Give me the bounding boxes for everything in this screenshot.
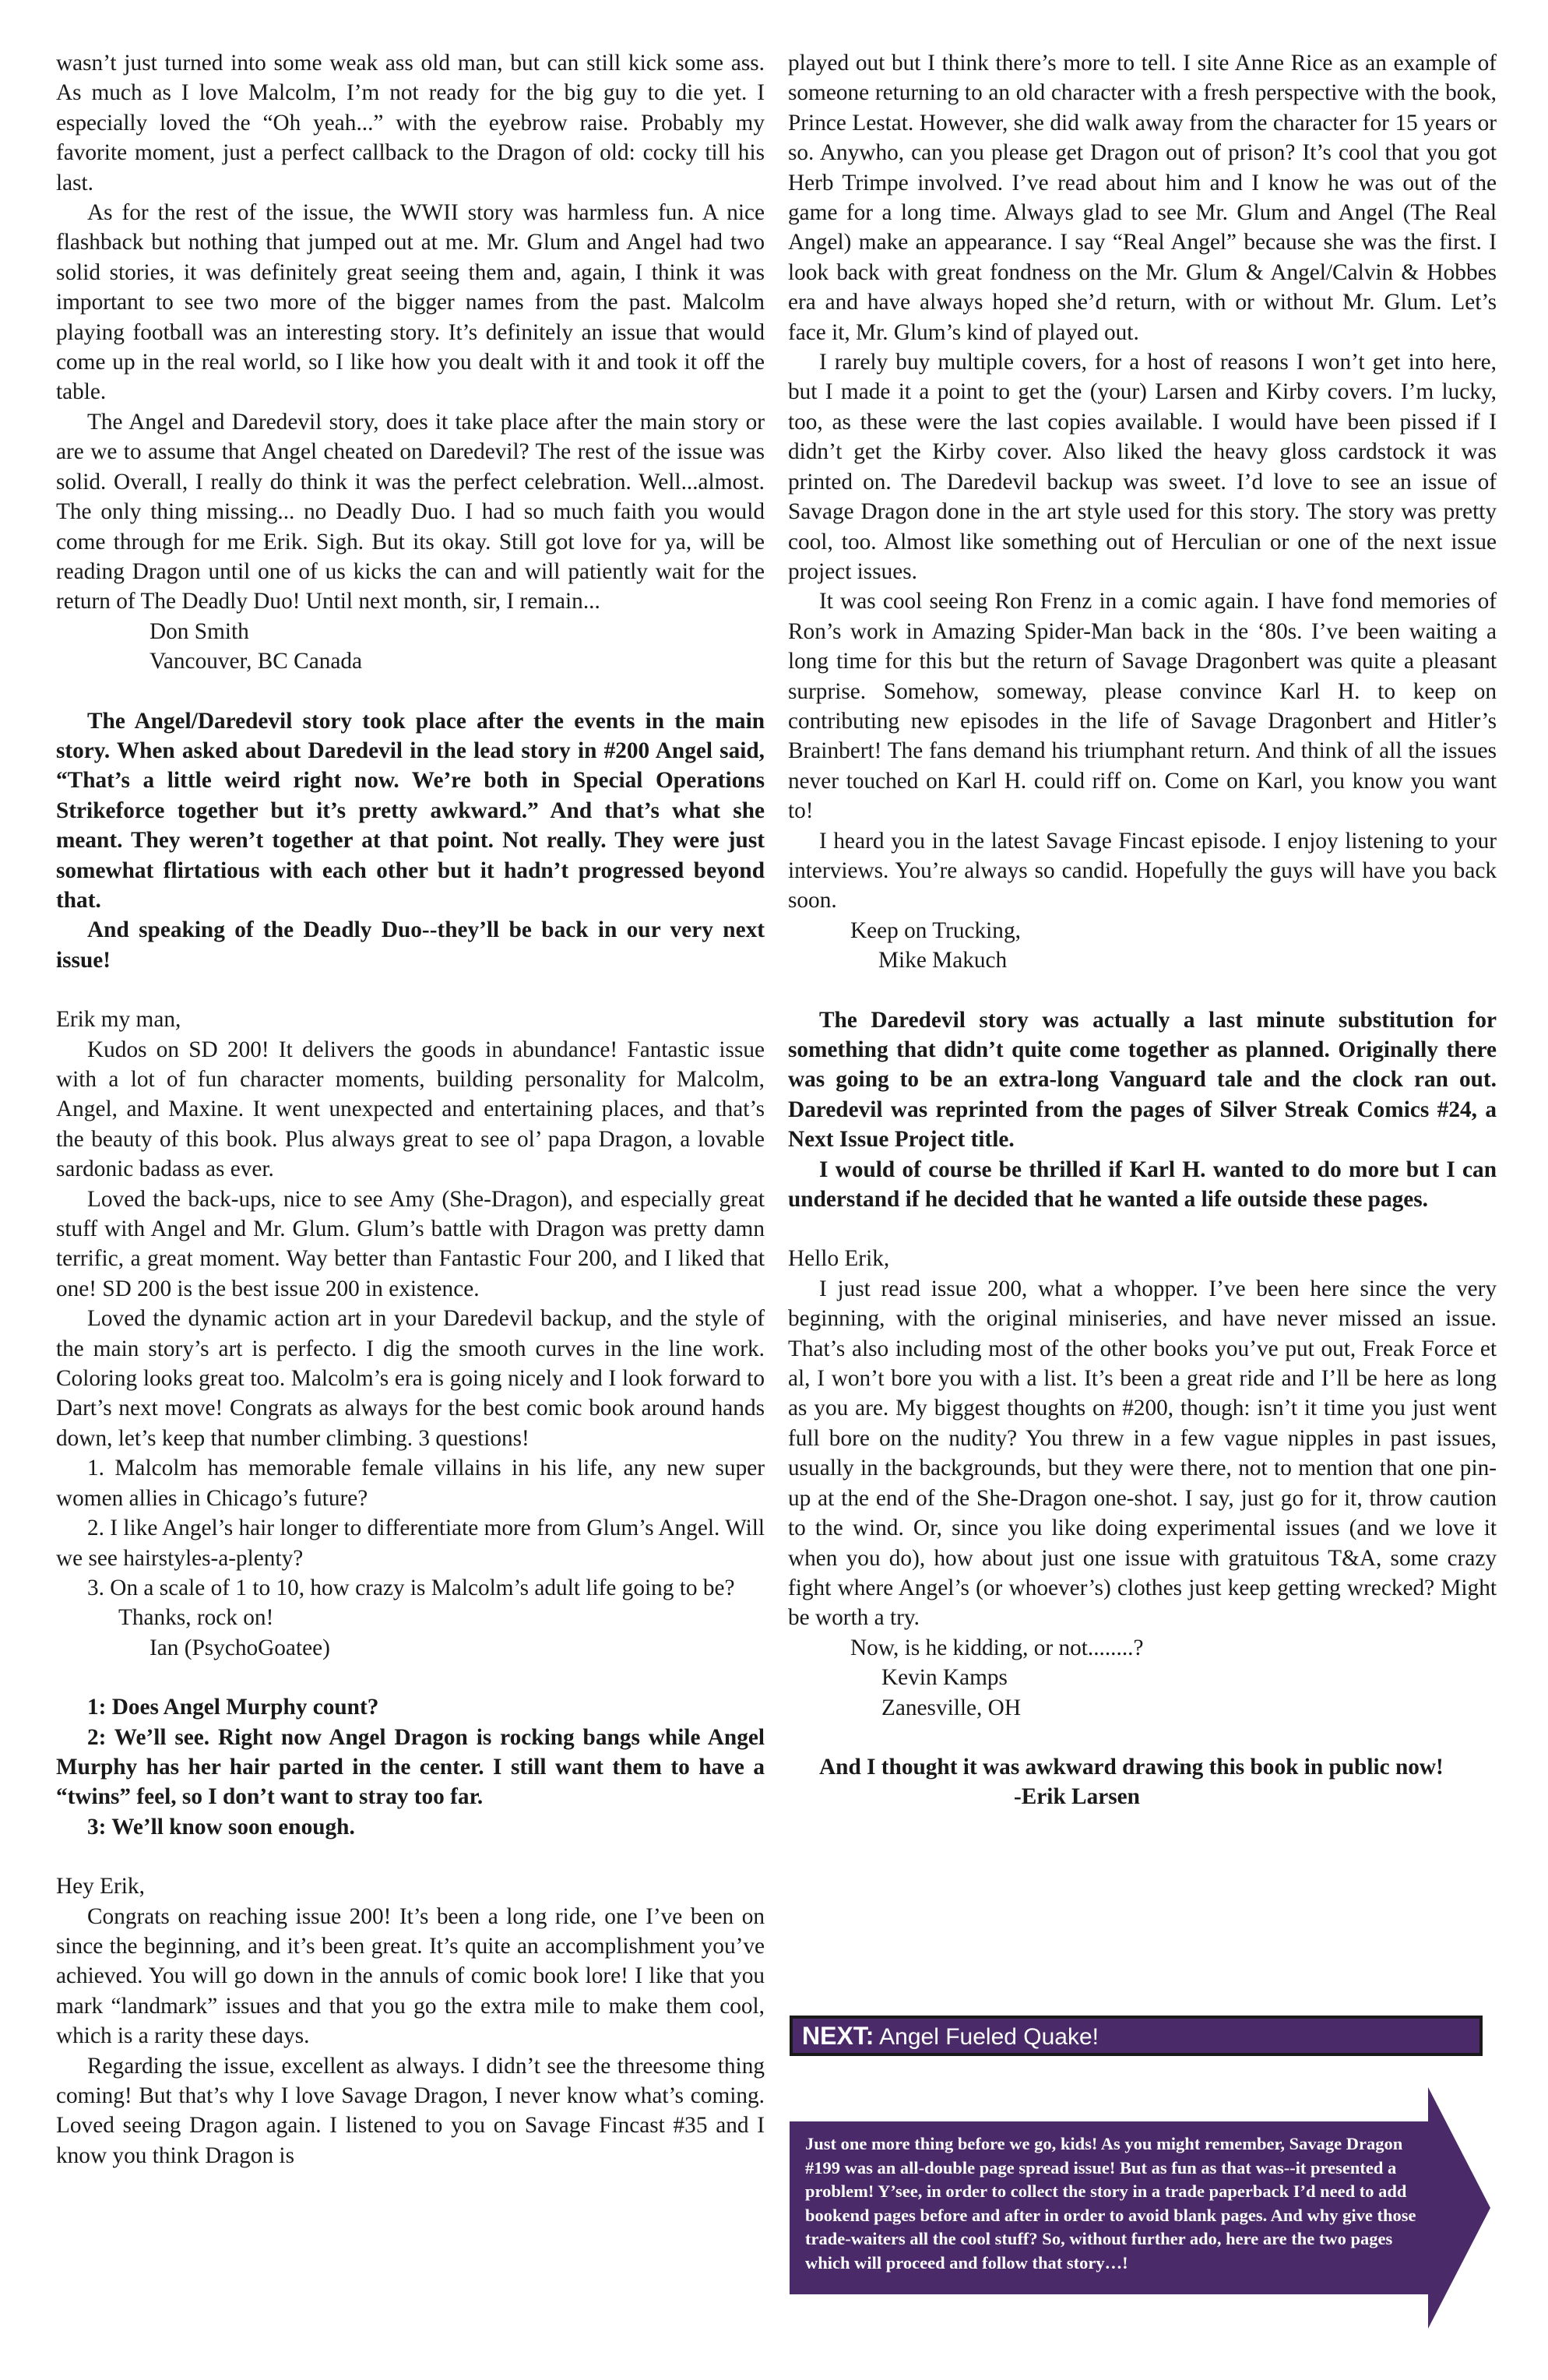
editor-signature: -Erik Larsen bbox=[1014, 1784, 1140, 1810]
letter-paragraph: Loved the back-ups, nice to see Amy (She-Dragon), and especially great stuff with Angel and Mr. Glum. Glum’s battle with Dragon was pretty damn terrific, a great moment. Way better than Fantastic Four 200, and I liked that one! SD 200 is the best issue 200 in existence. bbox=[56, 1186, 765, 1301]
letter-greeting: Erik my man, bbox=[56, 1007, 181, 1033]
letter-paragraph: Congrats on reaching issue 200! It’s been a long ride, one I’ve been on since the beginning, and it’s been great. It’s quite an accomplishment you’ve achieved. You will go down in the annuls of comic book lore! I like that you mark “landmark” issues and that you go the extra mile to make them cool, which is a rarity these days. bbox=[56, 1903, 765, 2049]
editor-reply-ian bbox=[56, 1692, 765, 1842]
letter-paragraph: I just read issue 200, what a whopper. I’ve been here since the very beginning, with the original miniseries, and have never missed an issue. That’s also including most of the other books you’ve put out, Freak Force et al, I won’t bore you with a list. It’s been a great ride and I’ll be here as long as you are. My biggest thoughts on #200, though: isn’t it time you just went full bore on the nudity? You threw in a few vague nipples in past issues, usually in the backgrounds, but they were there, not to mention that one pin-up at the end of the She-Dragon one-shot. I say, just go for it, throw caution to the wind. Or, since you like doing experimental issues (and we love it when you do), how about just one issue with gratuitous T&A, some crazy fight where Angel’s (or whoever’s) clothes just keep getting wrecked? Might be worth a try. bbox=[788, 1276, 1497, 1631]
reply-paragraph: The Angel/Daredevil story took place after the events in the main story. When asked about Daredevil in the lead story in #200 Angel said, “That’s a little weird right now. We’re both in Special Operations Strikeforce together but it’s pretty awkward.” And that’s what she meant. They weren’t together at that point. Not really. They were just somewhat flirtatious with each other but it hadn’t progressed beyond that. bbox=[56, 708, 765, 913]
next-issue-label: NEXT: bbox=[802, 2022, 874, 2050]
left-column bbox=[56, 48, 765, 2171]
letter-question: 3. On a scale of 1 to 10, how crazy is Malcolm’s adult life going to be? bbox=[87, 1575, 735, 1600]
letter-paragraph: As for the rest of the issue, the WWII story was harmless fun. A nice flashback but nothing that jumped out at me. Mr. Glum and Angel had two solid stories, it was definitely great seeing them and, again, I think it was important to see two more of the bigger names from the past. Malcolm playing football was an interesting story. It’s definitely an issue that would come up in the real world, so I like how you dealt with it and took it off the table. bbox=[56, 200, 765, 405]
letter-greeting: Hey Erik, bbox=[56, 1874, 145, 1899]
letter-paragraph: I heard you in the latest Savage Fincast episode. I enjoy listening to your interviews. You’re always so candid. Hopefully the guys will have you back soon. bbox=[788, 828, 1497, 914]
reply-paragraph: The Daredevil story was actually a last minute substitution for something that didn’t quite come together as planned. Originally there was going to be an extra-long Vanguard tale and the clock ran out. Daredevil was reprinted from the pages of Silver Streak Comics #24, a Next Issue Project title. bbox=[788, 1007, 1497, 1153]
letter-paragraph: Loved the dynamic action art in your Daredevil backup, and the style of the main story’s art is perfecto. I dig the smooth curves in the line work. Coloring looks great too. Malcolm’s era is going nicely and I look forward to Dart’s next move! Congrats as always for the best comic book around hands down, let’s keep that number climbing. 3 questions! bbox=[56, 1306, 765, 1451]
letter-signature-location: Zanesville, OH bbox=[881, 1695, 1021, 1720]
letter-question: 2. I like Angel’s hair longer to differentiate more from Glum’s Angel. Will we see hairstyles-a-plenty? bbox=[56, 1516, 765, 1571]
letter-kevin-kamps bbox=[788, 1244, 1497, 1723]
letter-paragraph: It was cool seeing Ron Frenz in a comic again. I have fond memories of Ron’s work in Amazing Spider-Man back in the ‘80s. I’ve been waiting a long time for this but the return of Savage Dragonbert was quite a pleasant surprise. Somehow, someway, please convince Karl H. to keep on contributing new episodes in the life of Savage Dragonbert and Hitler’s Brainbert! The fans demand his triumphant return. And think of all the issues never touched on Karl H. could riff on. Come on Karl, you know you want to! bbox=[788, 589, 1497, 824]
reply-answer: 1: Does Angel Murphy count? bbox=[87, 1695, 379, 1720]
reply-answer: 2: We’ll see. Right now Angel Dragon is rocking bangs while Angel Murphy has her hair parted in the center. I still want them to have a “twins” feel, so I don’t want to stray too far. bbox=[56, 1724, 765, 1810]
reply-answer: 3: We’ll know soon enough. bbox=[87, 1814, 355, 1840]
letter-signature-name: Ian (PsychoGoatee) bbox=[150, 1635, 330, 1660]
letter-greeting: Hello Erik, bbox=[788, 1246, 890, 1272]
right-column bbox=[788, 48, 1497, 1812]
editor-reply-kevin bbox=[788, 1752, 1497, 1812]
letter-signature-name: Kevin Kamps bbox=[881, 1665, 1008, 1691]
letter-mike-makuch bbox=[56, 1871, 765, 2171]
bookend-note-arrow bbox=[790, 2087, 1490, 2329]
letter-question: 1. Malcolm has memorable female villains in his life, any new super women allies in Chicago’s future? bbox=[56, 1456, 765, 1511]
letter-paragraph: Kudos on SD 200! It delivers the goods in abundance! Fantastic issue with a lot of fun character moments, building personality for Malcolm, Angel, and Maxine. It went unexpected and entertaining places, and that’s the beauty of this book. Plus always great to see ol’ papa Dragon, a lovable sardonic badass as ever. bbox=[56, 1037, 765, 1182]
letter-don-smith bbox=[56, 48, 765, 677]
next-issue-title: Angel Fueled Quake! bbox=[879, 2024, 1099, 2050]
next-issue-banner bbox=[790, 2016, 1483, 2056]
letter-signoff: Keep on Trucking, bbox=[850, 917, 1021, 943]
editor-reply-mike bbox=[788, 1005, 1497, 1215]
letter-signature-location: Vancouver, BC Canada bbox=[150, 649, 362, 674]
letter-mike-makuch-continued bbox=[788, 48, 1497, 976]
bookend-note-text: Just one more thing before we go, kids! As you might remember, Savage Dragon #199 was an all-double page spread issue! But as fun as that was--it presented a problem! Y’see, in order to collect the story in a trade paperback I’d need to add bookend pages before and after in order to avoid blank pages. And why give those trade-waiters all the cool stuff? So, without further ado, here are the two pages which will proceed and follow that story…! bbox=[805, 2134, 1416, 2273]
letter-signature-name: Don Smith bbox=[150, 618, 249, 644]
letter-paragraph: wasn’t just turned into some weak ass old man, but can still kick some ass. As much as I love Malcolm, I’m not ready for the big guy to die yet. I especially loved the “Oh yeah...” with the eyebrow raise. Probably my favorite moment, just a perfect callback to the Dragon of old: cocky till his last. bbox=[56, 51, 765, 195]
letter-paragraph: Regarding the issue, excellent as always. I didn’t see the threesome thing coming! But that’s why I love Savage Dragon, I never know what’s coming. Loved seeing Dragon again. I listened to you on Savage Fincast #35 and I know you think Dragon is bbox=[56, 2053, 765, 2168]
letter-paragraph: The Angel and Daredevil story, does it take place after the main story or are we to assume that Angel cheated on Daredevil? The rest of the issue was solid. Overall, I really do think it was the perfect celebration. Well...almost. The only thing missing... no Deadly Duo. I had so much faith you would come through for me Erik. Sigh. But its okay. Still got love for ya, will be reading Dragon until one of us kicks the can and will patiently wait for the return of The Deadly Duo! Until next month, sir, I remain... bbox=[56, 409, 765, 614]
letter-signature-name: Mike Makuch bbox=[878, 948, 1008, 973]
letter-paragraph: I rarely buy multiple covers, for a host of reasons I won’t get into here, but I made it a point to get the (your) Larsen and Kirby covers. I’m lucky, too, as these were the last copies available. I would have been pissed if I didn’t get the Kirby cover. Also liked the heavy gloss cardstock it was printed on. The Daredevil backup was sweet. I’d love to see an issue of Savage Dragon done in the art style used for this story. The story was pretty cool, too. Almost like something out of Herculian or one of the next issue project issues. bbox=[788, 350, 1497, 584]
reply-paragraph: I would of course be thrilled if Karl H. wanted to do more but I can understand if he decided that he wanted a life outside these pages. bbox=[788, 1157, 1497, 1213]
letter-paragraph: played out but I think there’s more to tell. I site Anne Rice as an example of someone returning to an old character with a fresh perspective with the book, Prince Lestat. However, she did walk away from the character for 15 years or so. Anywho, can you please get Dragon out of prison? It’s cool that you got Herb Trimpe involved. I’ve read about him and I know he was out of the game for a long time. Always glad to see Mr. Glum and Angel (The Real Angel) make an appearance. I say “Real Angel” because she was the first. I look back with great fondness on the Mr. Glum & Angel/Calvin & Hobbes era and have always hoped she’d return, with or without Mr. Glum. Let’s face it, Mr. Glum’s kind of played out. bbox=[788, 51, 1497, 345]
letter-ian bbox=[56, 1005, 765, 1663]
reply-paragraph: And I thought it was awkward drawing this book in public now! bbox=[819, 1754, 1444, 1780]
reply-paragraph: And speaking of the Deadly Duo--they’ll be back in our very next issue! bbox=[56, 917, 765, 973]
letter-signoff: Thanks, rock on! bbox=[118, 1605, 274, 1631]
editor-reply-don bbox=[56, 706, 765, 976]
letter-paragraph: Now, is he kidding, or not........? bbox=[850, 1635, 1144, 1660]
